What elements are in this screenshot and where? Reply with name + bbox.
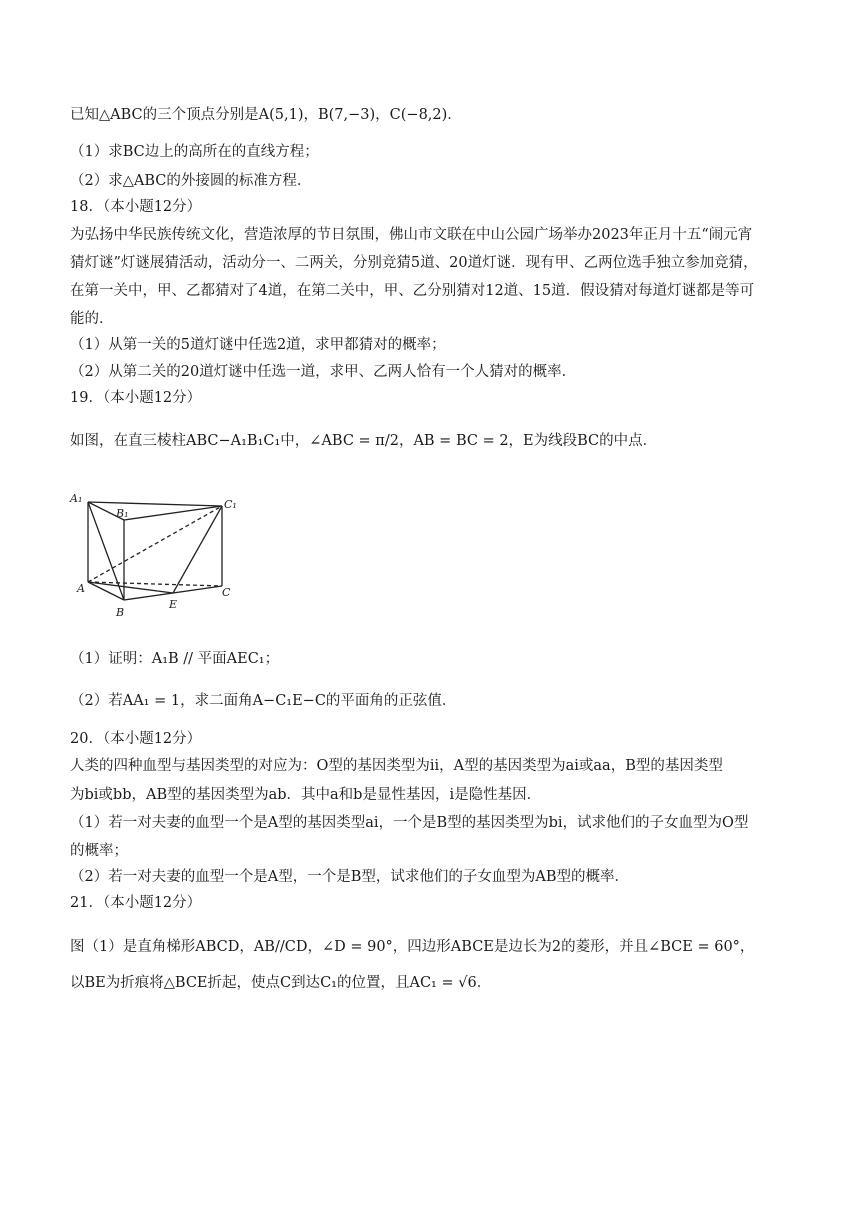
prism-diagram	[66, 488, 246, 628]
problem-18-text-line-2: 猜灯谜”灯谜展猜活动，活动分一、二两关，分别竞猜5道、20道灯谜．现有甲、乙两位选手独立参加竞猜，	[70, 255, 758, 271]
label-a: A	[77, 582, 85, 595]
label-b1: B₁	[116, 507, 129, 520]
segment-e-c1	[173, 506, 222, 593]
problem-20-part-1-line-2: 的概率；	[70, 843, 128, 859]
label-b: B	[116, 606, 125, 619]
problem-21-header: 21．（本小题12分）	[70, 895, 202, 911]
problem-19-part-2: （2）若AA₁ = 1，求二面角A−C₁E−C的平面角的正弦值．	[70, 693, 457, 709]
problem-18-header: 18．（本小题12分）	[70, 199, 202, 215]
hidden-segment-a-c1	[88, 506, 222, 582]
problem-19-statement: 如图，在直三棱柱ABC−A₁B₁C₁中，∠ABC = π/2，AB = BC = 2，E为线段BC的中点．	[70, 433, 658, 449]
problem-18-text-line-1: 为弘扬中华民族传统文化，营造浓厚的节日氛围，佛山市文联在中山公园广场举办2023年正月十五“闹元宵	[70, 227, 753, 243]
problem-21-text-line-2: 以BE为折痕将△BCE折起，使点C到达C₁的位置，且AC₁ = √6．	[70, 975, 492, 991]
problem-17-part-1: （1）求BC边上的高所在的直线方程；	[70, 144, 319, 160]
problem-19-header: 19．（本小题12分）	[70, 390, 202, 406]
label-e: E	[169, 598, 178, 611]
problem-19-part-1: （1）证明：A₁B // 平面AEC₁；	[70, 651, 280, 667]
problem-21-text-line-1: 图（1）是直角梯形ABCD，AB//CD，∠D = 90°，四边形ABCE是边长为2的菱形，并且∠BCE = 60°，	[70, 939, 755, 955]
problem-20-part-2: （2）若一对夫妻的血型一个是A型，一个是B型，试求他们的子女血型为AB型的概率．	[70, 869, 629, 885]
problem-17-statement: 已知△ABC的三个顶点分别是A(5,1)，B(7,−3)，C(−8,2)．	[70, 107, 462, 123]
edge-b1-c1	[124, 506, 222, 520]
problem-17-part-2: （2）求△ABC的外接圆的标准方程．	[70, 173, 312, 189]
problem-18-text-line-3: 在第一关中，甲、乙都猜对了4道，在第二关中，甲、乙分别猜对12道、15道．假设猜对每道灯谜都是等可	[70, 283, 755, 299]
label-c: C	[222, 586, 231, 599]
problem-18-text-line-4: 能的．	[70, 311, 114, 327]
problem-18-part-2: （2）从第二关的20道灯谜中任选一道，求甲、乙两人恰有一个人猜对的概率．	[70, 364, 577, 380]
problem-20-part-1-line-1: （1）若一对夫妻的血型一个是A型的基因类型ai，一个是B型的基因类型为bi，试求他们的子女血型为O型	[70, 815, 749, 831]
prism-figure	[66, 488, 246, 628]
problem-20-header: 20．（本小题12分）	[70, 731, 202, 747]
edge-a1-c1	[88, 502, 222, 506]
label-a1: A₁	[70, 492, 83, 505]
label-c1: C₁	[224, 498, 237, 511]
problem-20-text-line-1: 人类的四种血型与基因类型的对应为：O型的基因类型为ii，A型的基因类型为ai或aa，B型的基因类型	[70, 758, 723, 774]
problem-20-text-line-2: 为bi或bb，AB型的基因类型为ab．其中a和b是显性基因，i是隐性基因．	[70, 787, 542, 803]
problem-18-part-1: （1）从第一关的5道灯谜中任选2道，求甲都猜对的概率；	[70, 337, 446, 353]
